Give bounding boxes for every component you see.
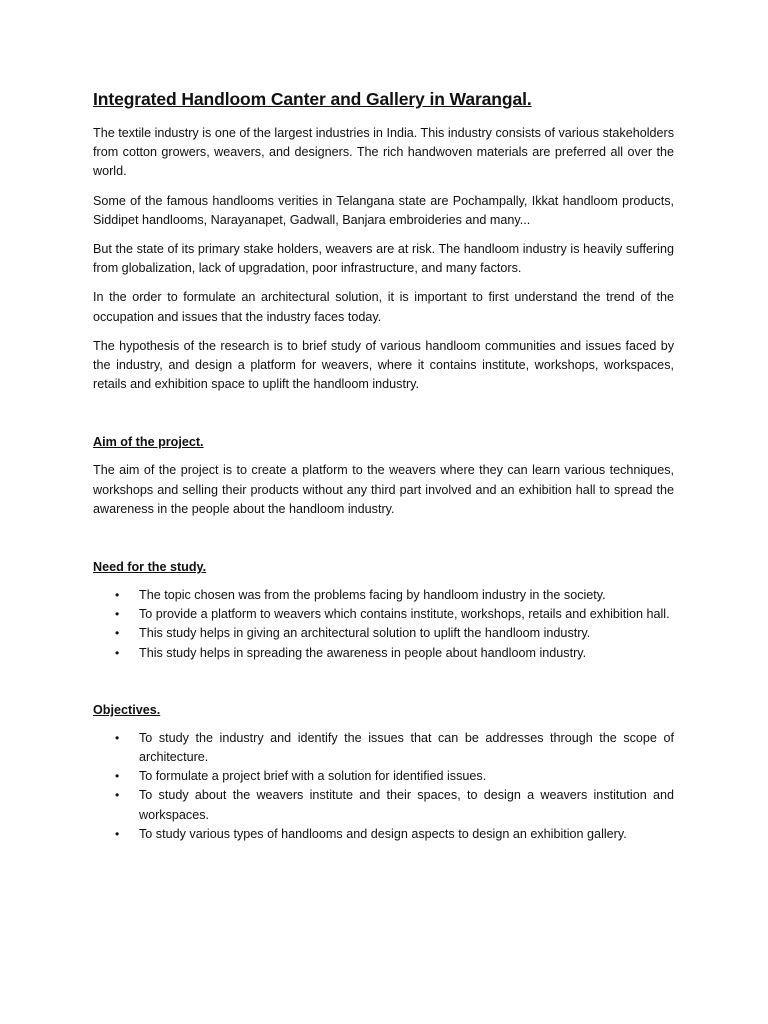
bullet-icon: • (115, 730, 120, 745)
bullet-icon: • (115, 788, 120, 803)
intro-paragraph: In the order to formulate an architectural solution, it is important to first understand the trend of the occupation and issues that the industry faces today. (93, 290, 674, 324)
intro-paragraph: The textile industry is one of the largest industries in India. This industry consists of various stakeholders from cotton growers, weavers, and designers. The rich handwoven materials are preferred all over the world. (93, 126, 674, 179)
list-item-text: The topic chosen was from the problems facing by handloom industry in the society. (139, 588, 606, 603)
intro-paragraph: The hypothesis of the research is to brief study of various handloom communities and issues faced by the industry, and design a platform for weavers, where it contains institute, workshops, workspaces, retails and exhibition space to uplift the handloom industry. (93, 338, 674, 392)
list-item-text: To study the industry and identify the issues that can be addresses through the scope of architecture. (139, 730, 674, 765)
list-item-text: To study about the weavers institute and their spaces, to design a weavers institution and workspaces. (139, 788, 674, 822)
bullet-icon: • (115, 626, 120, 641)
list-item (93, 786, 674, 824)
document-title: Integrated Handloom Canter and Gallery in Warangal. (93, 89, 532, 109)
bullet-icon: • (115, 769, 120, 784)
list-item (93, 825, 674, 844)
list-item (93, 624, 674, 643)
list-item (93, 586, 674, 605)
intro-paragraph: But the state of its primary stake holders, weavers are at risk. The handloom industry is heavily suffering from globalization, lack of upgradation, poor infrastructure, and many factors. (93, 242, 674, 276)
need-heading: Need for the study. (93, 560, 207, 575)
list-item (93, 767, 674, 786)
document-page (93, 88, 674, 844)
list-item-text: To study various types of handlooms and design aspects to design an exhibition gallery. (139, 826, 627, 841)
bullet-icon: • (115, 826, 120, 841)
bullet-icon: • (115, 588, 120, 603)
bullet-icon: • (115, 607, 120, 622)
need-list (93, 586, 674, 663)
list-item-text: To provide a platform to weavers which contains institute, workshops, retails and exhibition hall. (139, 607, 670, 622)
list-item (93, 644, 674, 663)
intro-paragraph: Some of the famous handlooms verities in Telangana state are Pochampally, Ikkat handloom products, Siddipet handlooms, Narayanapet, Gadwall, Banjara embroideries and many... (93, 193, 674, 227)
list-item-text: This study helps in giving an architectural solution to uplift the handloom industry. (139, 626, 591, 641)
section-spacer (93, 663, 674, 701)
aim-heading: Aim of the project. (93, 435, 204, 450)
section-spacer (93, 404, 674, 433)
objectives-heading: Objectives. (93, 702, 161, 717)
list-item (93, 605, 674, 624)
bullet-icon: • (115, 645, 120, 660)
list-item (93, 729, 674, 767)
section-spacer (93, 529, 674, 558)
aim-paragraph: The aim of the project is to create a platform to the weavers where they can learn various techniques, workshops and selling their products without any third part involved and an exhibition hall to spread the awareness in the people about the handloom industry. (93, 463, 674, 516)
list-item-text: To formulate a project brief with a solution for identified issues. (139, 769, 487, 784)
list-item-text: This study helps in spreading the awareness in people about handloom industry. (139, 645, 587, 660)
objectives-list (93, 729, 674, 844)
